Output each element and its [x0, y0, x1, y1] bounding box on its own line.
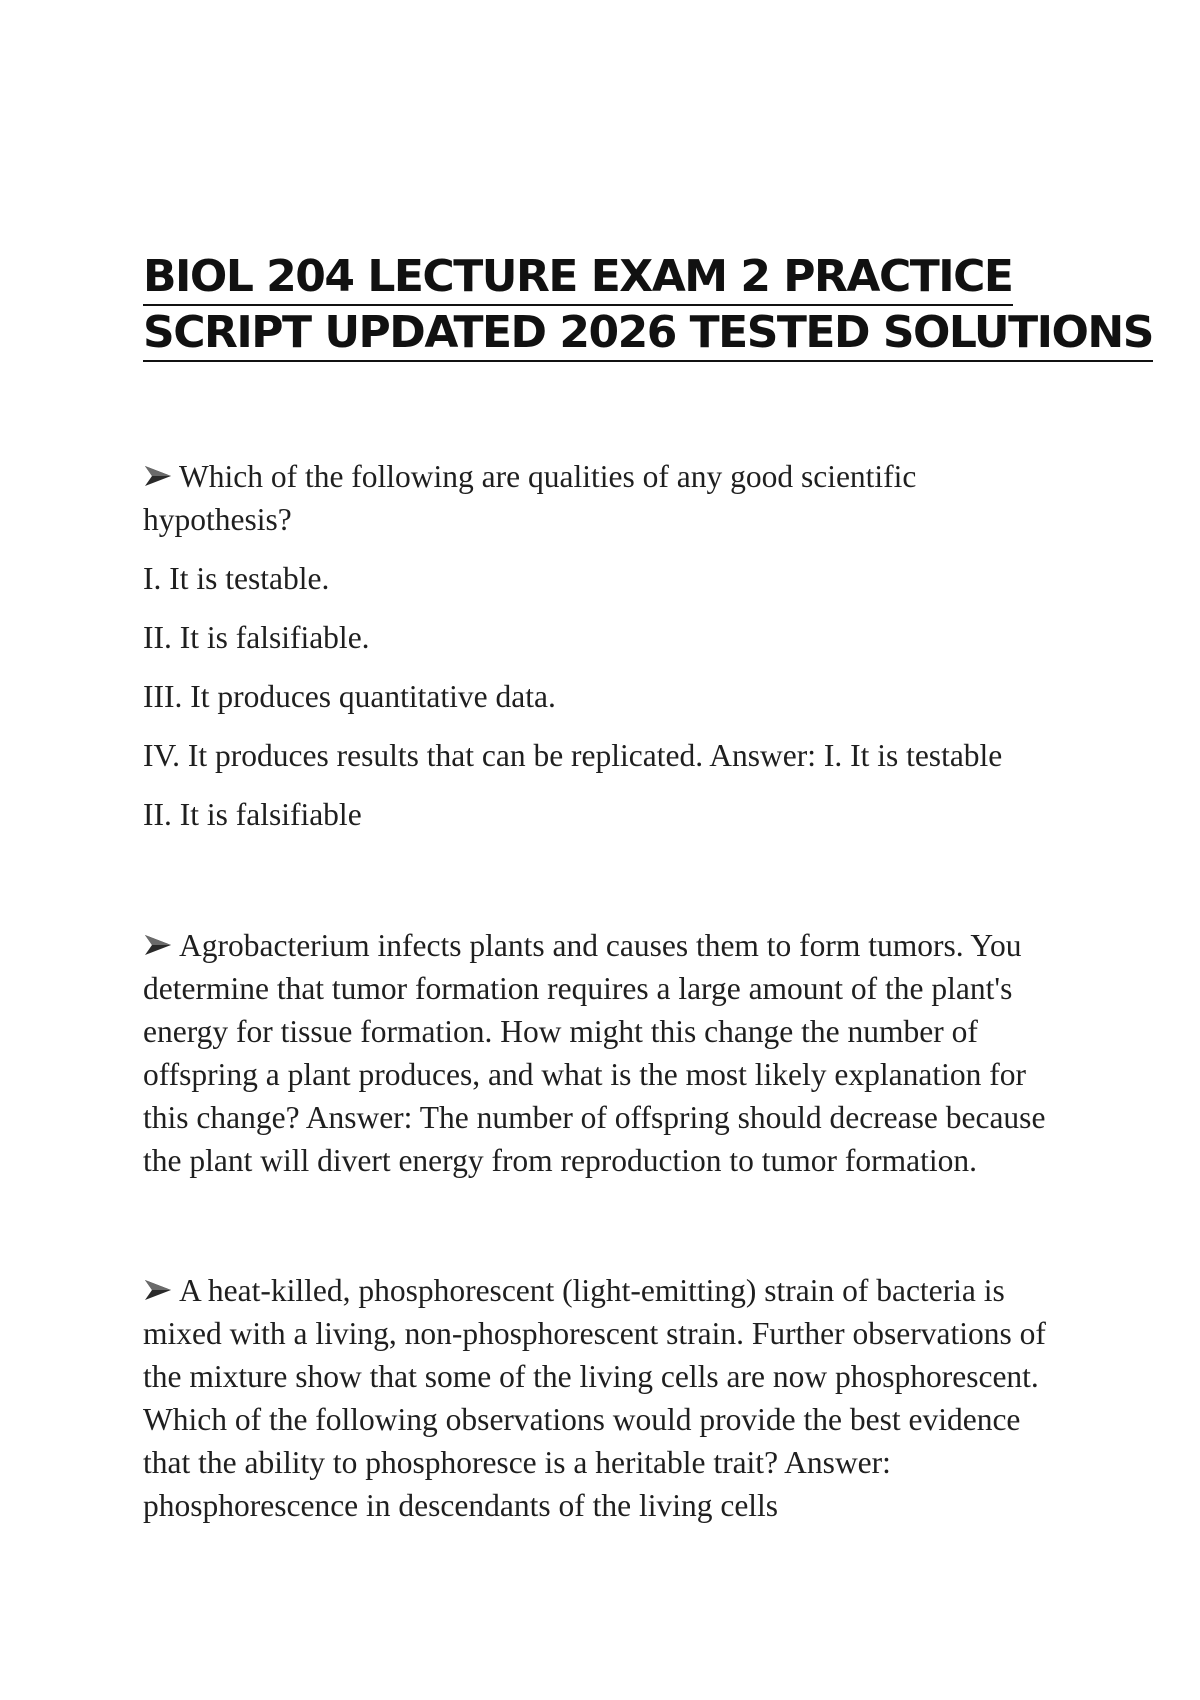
document-page	[143, 250, 1153, 1527]
question-1-option-1: I. It is testable.	[143, 561, 330, 596]
arrow-bullet-icon	[143, 465, 173, 487]
question-1-stem	[143, 455, 1063, 541]
question-1-option-2: II. It is falsifiable.	[143, 620, 370, 655]
arrow-bullet-icon	[143, 1279, 173, 1301]
question-1-option-4: IV. It produces results that can be replicated. Answer: I. It is testable	[143, 738, 1003, 773]
arrow-bullet-icon	[143, 934, 173, 956]
title-line-1: BIOL 204 LECTURE EXAM 2 PRACTICE	[143, 250, 1013, 306]
question-1-option-3: III. It produces quantitative data.	[143, 679, 556, 714]
question-2-text: Agrobacterium infects plants and causes them to form tumors. You determine that tumor formation requires a large amount of the plant's energy for tissue formation. How might this change the number of offspring a plant produces, and what is the most likely explanation for this change? Answer: The number of offspring should decrease because the plant will divert energy from reproduction to tumor formation.	[143, 928, 1046, 1178]
question-3-paragraph	[143, 1269, 1063, 1527]
document-title	[143, 250, 1153, 362]
question-3-text: A heat-killed, phosphorescent (light-emitting) strain of bacteria is mixed with a living, non-phosphorescent strain. Further observations of the mixture show that some of the living cells are now phosphorescent. Which of the following observations would provide the best evidence that the ability to phosphoresce is a heritable trait? Answer: phosphorescence in descendants of the living cells	[143, 1273, 1046, 1523]
question-1-text: Which of the following are qualities of any good scientific hypothesis?	[143, 459, 917, 537]
question-3	[143, 1269, 1063, 1527]
question-2	[143, 924, 1063, 1182]
question-1	[143, 455, 1063, 836]
title-line-2: SCRIPT UPDATED 2026 TESTED SOLUTIONS	[143, 306, 1153, 362]
question-1-option-5: II. It is falsifiable	[143, 797, 362, 832]
question-2-paragraph	[143, 924, 1063, 1182]
